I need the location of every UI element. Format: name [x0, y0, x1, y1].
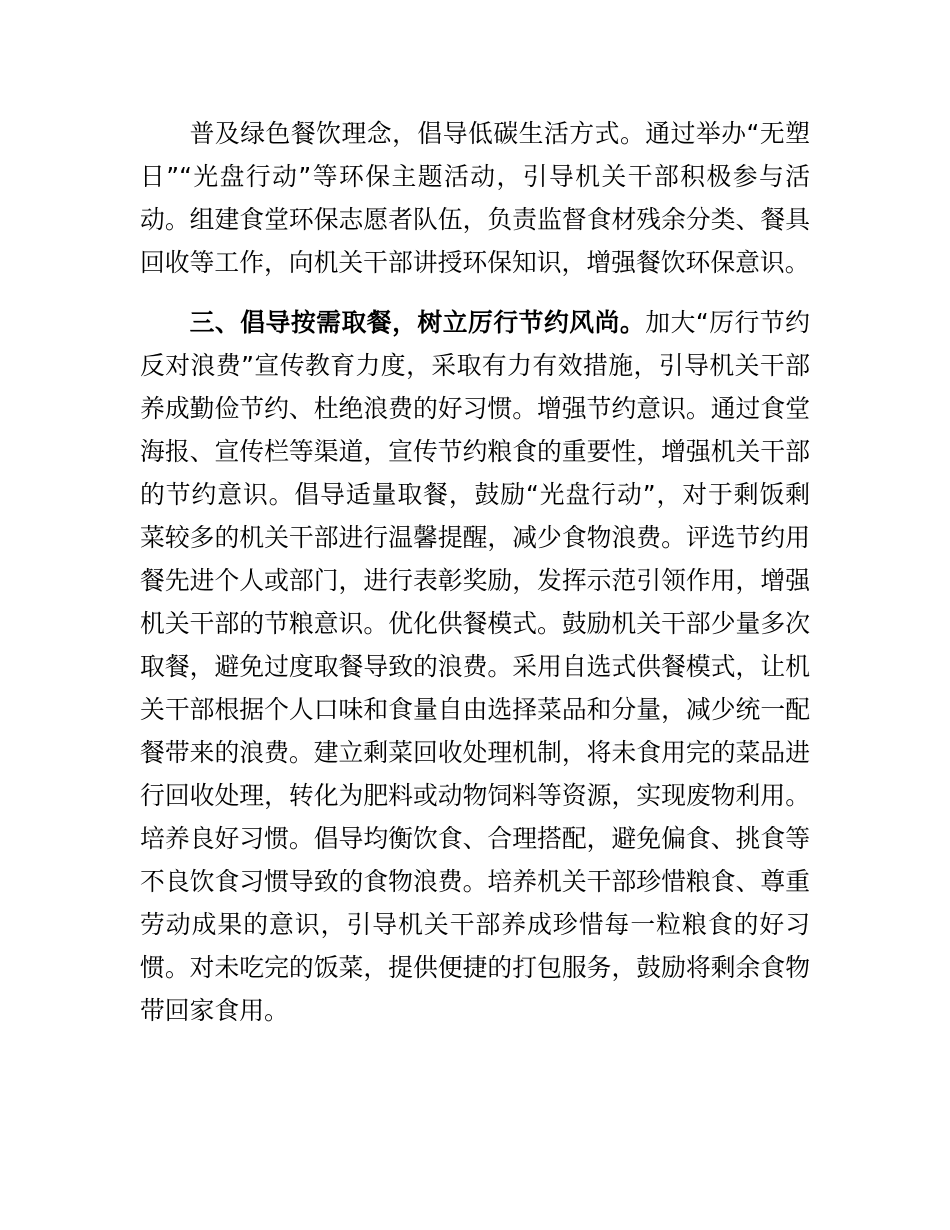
section-three-lead-sentence: 三、倡导按需取餐，树立厉行节约风尚。	[189, 308, 646, 337]
paragraph-green-dining	[140, 112, 810, 284]
paragraph-green-dining-text: 普及绿色餐饮理念，倡导低碳生活方式。通过举办“无塑日”“光盘行动”等环保主题活动，引导机关干部积极参与活动。组建食堂环保志愿者队伍，负责监督食材残余分类、餐具回收等工作，向机关干部讲授环保知识，增强餐饮环保意识。	[140, 119, 810, 277]
paragraph-section-three-text: 加大“厉行节约反对浪费”宣传教育力度，采取有力有效措施，引导机关干部养成勤俭节约、杜绝浪费的好习惯。增强节约意识。通过食堂海报、宣传栏等渠道，宣传节约粮食的重要性，增强机关干部的节约意识。倡导适量取餐，鼓励“光盘行动”，对于剩饭剩菜较多的机关干部进行温馨提醒，减少食物浪费。评选节约用餐先进个人或部门，进行表彰奖励，发挥示范引领作用，增强机关干部的节粮意识。优化供餐模式。鼓励机关干部少量多次取餐，避免过度取餐导致的浪费。采用自选式供餐模式，让机关干部根据个人口味和食量自由选择菜品和分量，减少统一配餐带来的浪费。建立剩菜回收处理机制，将未食用完的菜品进行回收处理，转化为肥料或动物饲料等资源，实现废物利用。培养良好习惯。倡导均衡饮食、合理搭配，避免偏食、挑食等不良饮食习惯导致的食物浪费。培养机关干部珍惜粮食、尊重劳动成果的意识，引导机关干部养成珍惜每一粒粮食的好习惯。对未吃完的饭菜，提供便捷的打包服务，鼓励将剩余食物带回家食用。	[140, 308, 810, 1025]
paragraph-section-three	[140, 301, 810, 1032]
